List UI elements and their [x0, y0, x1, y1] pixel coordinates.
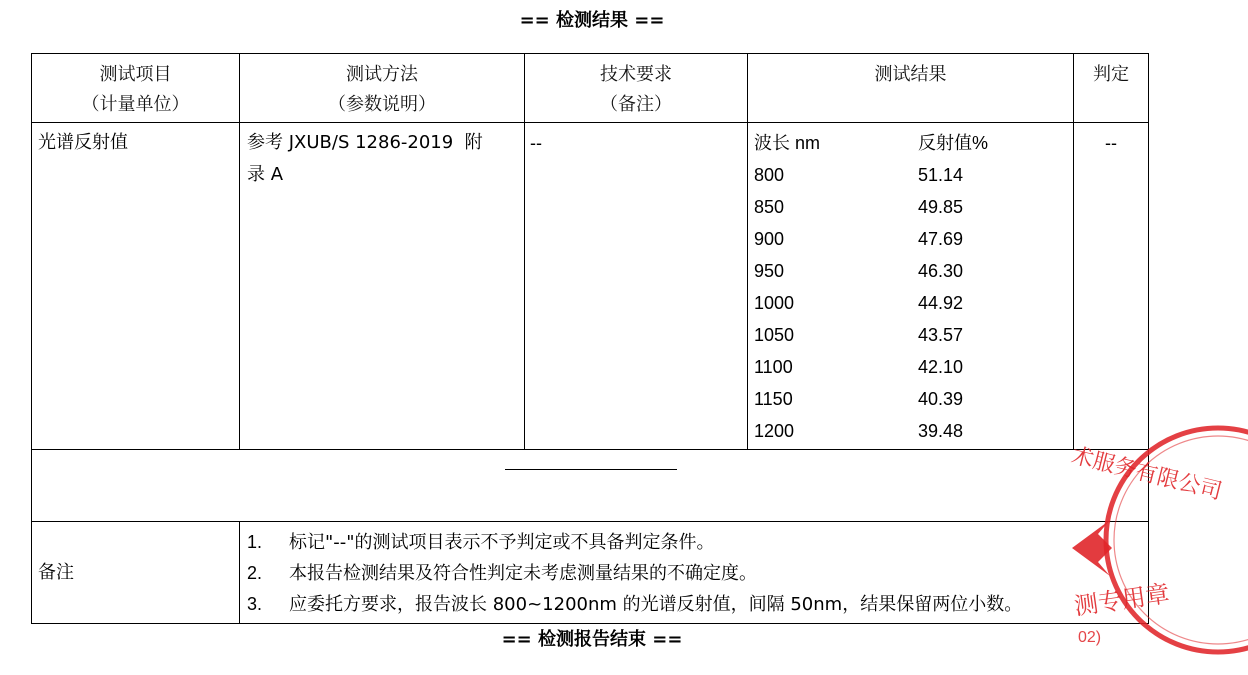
remark-number: 3. — [247, 594, 263, 614]
wavelength-value: 800 — [754, 165, 785, 185]
blank-row — [31, 449, 1149, 522]
remarks-label-cell — [31, 521, 240, 624]
remark-item — [247, 526, 715, 559]
reflectance-value: 44.92 — [918, 293, 964, 313]
header-requirement-note: （备注） — [600, 94, 672, 115]
reflectance-value: 40.39 — [918, 389, 964, 409]
remark-text: 应委托方要求，报告波长 800~1200nm 的光谱反射值，间隔 50nm，结果保留两位小数。 — [289, 594, 1023, 615]
header-item-label: 测试项目 — [99, 64, 172, 85]
page-title: == 检测结果 == — [519, 10, 665, 31]
seal-text-top: 术服务有限公司 — [1068, 443, 1225, 505]
method-line-1: 参考 JXUB/S 1286-2019 附 — [247, 132, 483, 153]
remark-number: 2. — [247, 563, 263, 583]
remark-item — [247, 588, 1022, 621]
header-result — [747, 53, 1074, 123]
reflectance-value: 39.48 — [918, 421, 964, 441]
header-method-label: 测试方法 — [346, 64, 418, 85]
cell-result — [747, 122, 1074, 450]
header-method-param: （参数说明） — [328, 94, 436, 115]
wavelength-value: 1100 — [754, 357, 793, 377]
header-requirement-label: 技术要求 — [600, 64, 672, 85]
reflectance-header: 反射值% — [918, 133, 989, 153]
remark-text: 标记"--"的测试项目表示不予判定或不具备判定条件。 — [289, 532, 715, 553]
requirement-value: -- — [530, 133, 542, 153]
reflectance-value: 47.69 — [918, 229, 964, 249]
reflectance-value: 42.10 — [918, 357, 964, 377]
remark-number: 1. — [247, 532, 263, 552]
cell-item — [31, 122, 240, 450]
header-judgement-label: 判定 — [1093, 64, 1129, 85]
item-name: 光谱反射值 — [38, 132, 128, 153]
seal-text-code: 02) — [1078, 629, 1102, 646]
judgement-value: -- — [1105, 133, 1117, 153]
reflectance-value: 49.85 — [918, 197, 964, 217]
method-line-2: 录 A — [247, 164, 284, 185]
header-method — [239, 53, 525, 123]
header-requirement — [524, 53, 748, 123]
header-judgement — [1073, 53, 1149, 123]
header-result-label: 测试结果 — [874, 64, 947, 85]
wavelength-value: 1050 — [754, 325, 795, 345]
reflectance-value: 46.30 — [918, 261, 964, 281]
header-item-unit: （计量单位） — [81, 94, 190, 115]
end-of-data-line — [505, 469, 677, 470]
cell-requirement — [524, 122, 748, 450]
cell-judgement — [1073, 122, 1149, 450]
cell-method — [239, 122, 525, 450]
header-item — [31, 53, 240, 123]
seal-text-bottom: 测专用章 — [1072, 579, 1172, 621]
remark-text: 本报告检测结果及符合性判定未考虑测量结果的不确定度。 — [289, 563, 757, 584]
wavelength-value: 1150 — [754, 389, 793, 409]
wavelength-header: 波长 nm — [754, 133, 821, 153]
remark-item — [247, 557, 757, 590]
remarks-label: 备注 — [38, 562, 74, 583]
wavelength-value: 850 — [754, 197, 785, 217]
wavelength-value: 1200 — [754, 421, 795, 441]
report-end-title: == 检测报告结束 == — [501, 629, 683, 650]
reflectance-value: 51.14 — [918, 165, 964, 185]
wavelength-value: 1000 — [754, 293, 795, 313]
reflectance-value: 43.57 — [918, 325, 964, 345]
wavelength-value: 950 — [754, 261, 785, 281]
wavelength-value: 900 — [754, 229, 785, 249]
